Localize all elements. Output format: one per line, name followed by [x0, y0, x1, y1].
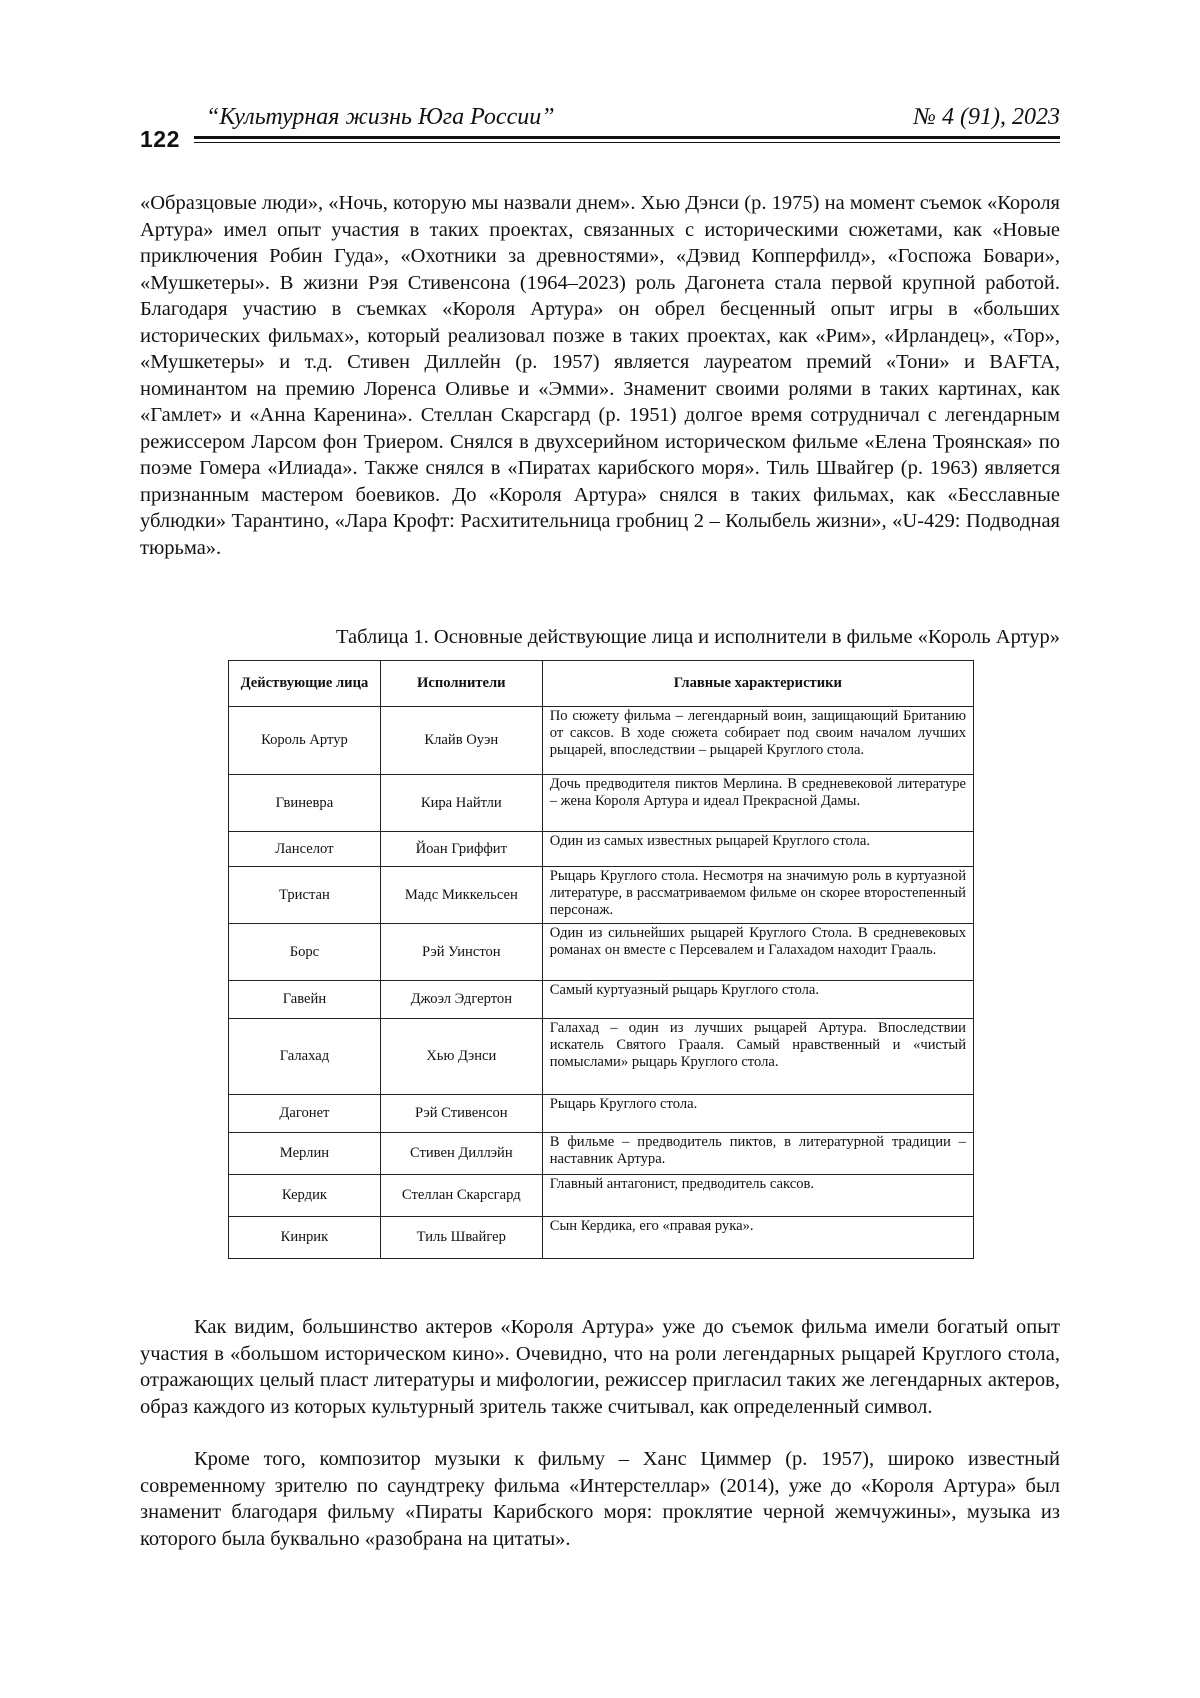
character-cell: Гвиневра — [229, 775, 381, 832]
actor-cell: Рэй Стивенсон — [380, 1095, 542, 1133]
table-header-row — [229, 661, 974, 707]
actor-cell: Джоэл Эдгертон — [380, 981, 542, 1019]
table-row — [229, 707, 974, 775]
character-cell: Кинрик — [229, 1217, 381, 1259]
description-cell: Рыцарь Круглого стола. — [542, 1095, 973, 1133]
table-row — [229, 1095, 974, 1133]
character-cell: Галахад — [229, 1019, 381, 1095]
table-row — [229, 1175, 974, 1217]
actor-cell: Клайв Оуэн — [380, 707, 542, 775]
actor-cell: Рэй Уинстон — [380, 924, 542, 981]
table-row — [229, 981, 974, 1019]
description-cell: Самый куртуазный рыцарь Круглого стола. — [542, 981, 973, 1019]
description-cell: Дочь предводителя пиктов Мерлина. В средневековой литературе – жена Короля Артура и идеал Прекрасной Дамы. — [542, 775, 973, 832]
table-row — [229, 1019, 974, 1095]
table-row — [229, 775, 974, 832]
description-cell: Главный антагонист, предводитель саксов. — [542, 1175, 973, 1217]
description-cell: Один из самых известных рыцарей Круглого стола. — [542, 832, 973, 867]
character-cell: Ланселот — [229, 832, 381, 867]
paragraph-actors-bio: «Образцовые люди», «Ночь, которую мы назвали днем». Хью Дэнси (р. 1975) на момент съемок «Короля Артура» имел опыт участия в таких проектах, связанных с историческими сюжетами, как «Новые приключения Робин Гуда», «Охотники за древностями», «Дэвид Копперфилд», «Госпожа Бовари», «Мушкетеры». В жизни Рэя Стивенсона (1964–2023) роль Дагонета стала первой крупной работой. Благодаря участию в съемках «Короля Артура» он обрел бесценный опыт игры в «больших исторических фильмах», который реализовал позже в таких проектах, как «Рим», «Ирландец», «Тор», «Мушкетеры» и т.д. Стивен Диллейн (р. 1957) является лауреатом премий «Тони» и BAFTA, номинантом на премию Лоренса Оливье и «Эмми». Знаменит своими ролями в таких картинах, как «Гамлет» и «Анна Каренина». Стеллан Скарсгард (р. 1951) долгое время сотрудничал с легендарным режиссером Ларсом фон Триером. Снялся в двухсерийном историческом фильме «Елена Троянская» по поэме Гомера «Илиада». Также снялся в «Пиратах карибского моря». Тиль Швайгер (р. 1963) является признанным мастером боевиков. До «Короля Артура» снялся в таких фильмах, как «Бесславные ублюдки» Тарантино, «Лара Крофт: Расхитительница гробниц 2 – Колыбель жизни», «U-429: Подводная тюрьма». — [140, 192, 1060, 559]
description-cell: По сюжету фильма – легендарный воин, защищающий Британию от саксов. В ходе сюжета собирает под своим началом лучших рыцарей, впоследствии – рыцарей Круглого стола. — [542, 707, 973, 775]
actor-cell: Тиль Швайгер — [380, 1217, 542, 1259]
table-row — [229, 924, 974, 981]
table-row — [229, 1217, 974, 1259]
description-cell: Один из сильнейших рыцарей Круглого Стола. В средневековых романах он вместе с Персевалем и Галахадом находит Грааль. — [542, 924, 973, 981]
issue-info: № 4 (91), 2023 — [913, 104, 1060, 130]
running-header — [140, 96, 1060, 152]
table-row — [229, 1133, 974, 1175]
actor-cell: Мадс Миккельсен — [380, 867, 542, 924]
character-cell: Король Артур — [229, 707, 381, 775]
header-rule-thick — [194, 136, 1060, 139]
page-number: 122 — [140, 126, 180, 152]
character-cell: Борс — [229, 924, 381, 981]
paragraph-conclusion: Как видим, большинство актеров «Короля Артура» уже до съемок фильма имели богатый опыт участия в «большом историческом кино». Очевидно, что на роли легендарных рыцарей Круглого стола, отражающих целый пласт литературы и мифологии, режиссер пригласил таких же легендарных актеров, образ каждого из которых культурный зритель также считывал, как определенный символ. — [140, 1316, 1060, 1418]
character-cell: Кердик — [229, 1175, 381, 1217]
paragraph-composer: Кроме того, композитор музыки к фильму – Ханс Циммер (р. 1957), широко известный современному зрителю по саундтреку фильма «Интерстеллар» (2014), уже до «Короля Артура» был знаменит благодаря фильму «Пираты Карибского моря: проклятие черной жемчужины», музыка из которого была буквально «разобрана на цитаты». — [140, 1448, 1060, 1550]
header-characteristics: Главные характеристики — [542, 661, 973, 707]
character-cell: Мерлин — [229, 1133, 381, 1175]
header-rule-thin — [194, 142, 1060, 143]
actor-cell: Кира Найтли — [380, 775, 542, 832]
cast-table — [228, 660, 974, 1259]
character-cell: Тристан — [229, 867, 381, 924]
actor-cell: Стивен Диллэйн — [380, 1133, 542, 1175]
table-row — [229, 832, 974, 867]
actor-cell: Стеллан Скарсгард — [380, 1175, 542, 1217]
table-row — [229, 867, 974, 924]
character-cell: Гавейн — [229, 981, 381, 1019]
actor-cell: Йоан Гриффит — [380, 832, 542, 867]
journal-title: “Культурная жизнь Юга России” — [206, 104, 555, 130]
description-cell: Рыцарь Круглого стола. Несмотря на значимую роль в куртуазной литературе, в рассматриваемом фильме он скорее второстепенный персонаж. — [542, 867, 973, 924]
description-cell: Сын Кердика, его «правая рука». — [542, 1217, 973, 1259]
header-characters: Действующие лица — [229, 661, 381, 707]
header-actors: Исполнители — [380, 661, 542, 707]
table-caption: Таблица 1. Основные действующие лица и исполнители в фильме «Король Артур» — [336, 626, 1060, 648]
actor-cell: Хью Дэнси — [380, 1019, 542, 1095]
description-cell: В фильме – предводитель пиктов, в литературной традиции – наставник Артура. — [542, 1133, 973, 1175]
character-cell: Дагонет — [229, 1095, 381, 1133]
description-cell: Галахад – один из лучших рыцарей Артура. Впоследствии искатель Святого Грааля. Самый нравственный и «чистый помыслами» рыцарь Круглого стола. — [542, 1019, 973, 1095]
